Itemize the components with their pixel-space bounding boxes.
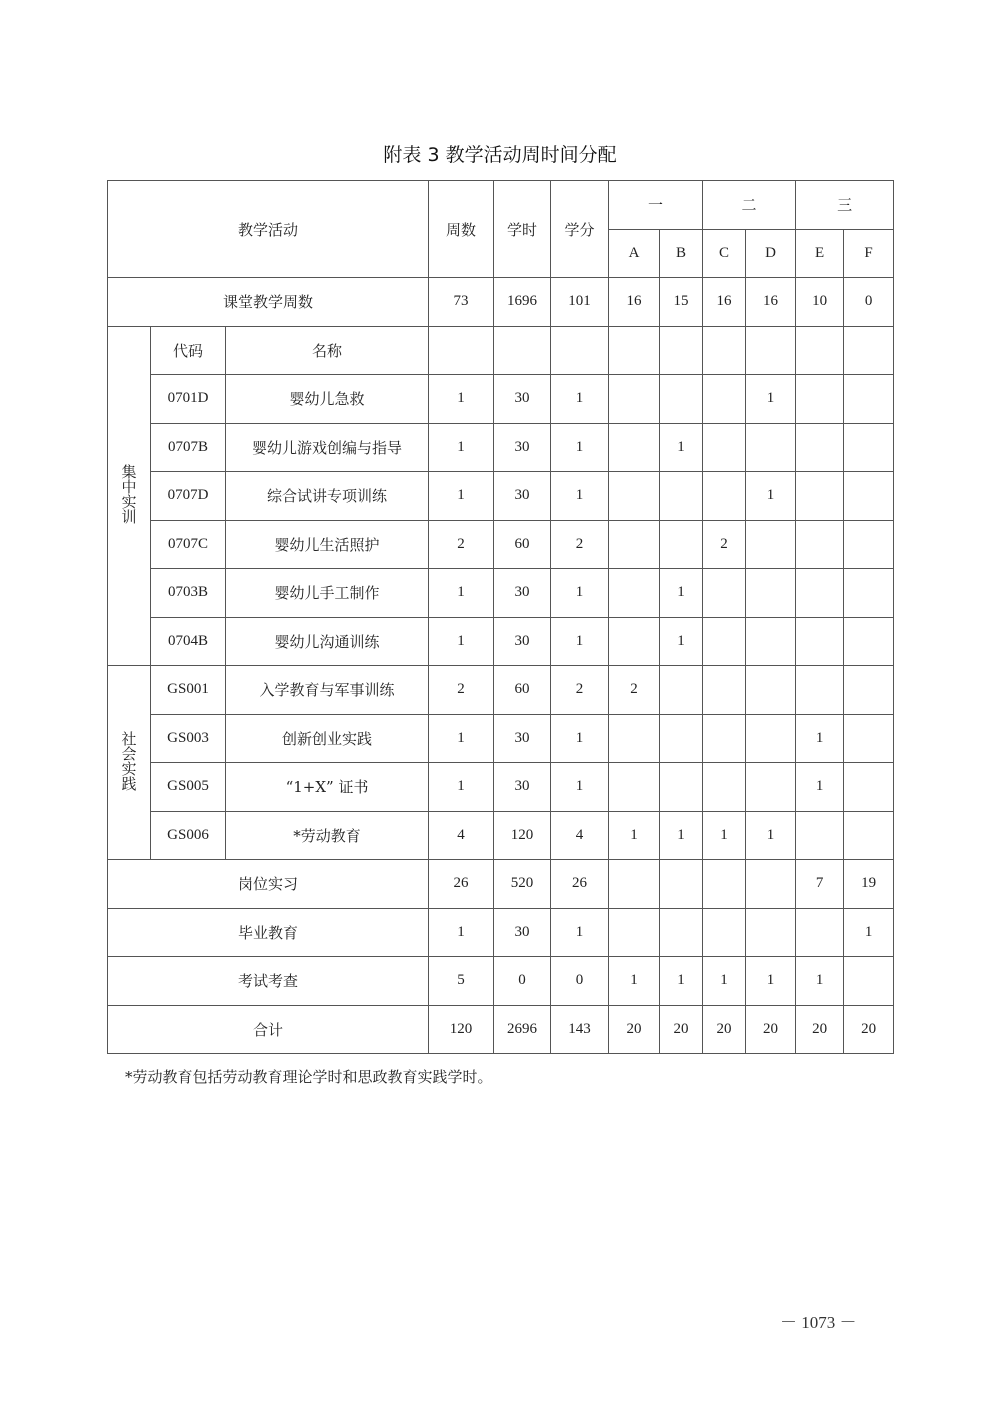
credits-cell: 1 (551, 569, 609, 618)
term-cell: 1 (796, 714, 844, 763)
credits-cell: 1 (551, 714, 609, 763)
term-cell: 19 (844, 860, 894, 909)
term-cell (703, 375, 746, 424)
classroom-hours: 1696 (494, 278, 551, 327)
summary-row (108, 957, 894, 1006)
weeks-cell: 2 (429, 520, 494, 569)
credits-cell: 1 (551, 423, 609, 472)
header-credits: 学分 (551, 181, 609, 278)
group-label-text: 社会实践 (119, 730, 138, 791)
hours-cell: 30 (494, 617, 551, 666)
classroom-row (108, 278, 894, 327)
term-cell: 20 (609, 1005, 660, 1054)
table-row (108, 423, 894, 472)
header-year-3: 三 (796, 181, 894, 230)
term-cell: 1 (796, 957, 844, 1006)
term-cell: 1 (746, 957, 796, 1006)
term-cell (796, 423, 844, 472)
term-cell (746, 569, 796, 618)
course-code: 0707D (151, 472, 226, 521)
summary-label: 合计 (108, 1005, 429, 1054)
term-cell (844, 569, 894, 618)
term-cell: 20 (796, 1005, 844, 1054)
term-cell: 20 (660, 1005, 703, 1054)
classroom-term: 15 (660, 278, 703, 327)
term-cell (703, 714, 746, 763)
term-cell (660, 375, 703, 424)
term-cell (660, 472, 703, 521)
header-year-1: 一 (609, 181, 703, 230)
term-cell (844, 666, 894, 715)
term-cell (746, 520, 796, 569)
term-cell (844, 957, 894, 1006)
term-cell: 1 (703, 811, 746, 860)
classroom-label: 课堂教学周数 (108, 278, 429, 327)
course-code: 0704B (151, 617, 226, 666)
header-year-2: 二 (703, 181, 796, 230)
weeks-cell: 1 (429, 569, 494, 618)
term-cell: 1 (703, 957, 746, 1006)
hours-cell: 120 (494, 811, 551, 860)
credits-cell: 4 (551, 811, 609, 860)
term-cell: 1 (609, 957, 660, 1006)
term-cell (660, 714, 703, 763)
weeks-cell: 2 (429, 666, 494, 715)
header-term-d: D (746, 229, 796, 278)
term-cell (609, 860, 660, 909)
term-cell (796, 811, 844, 860)
term-cell (703, 423, 746, 472)
hours-cell: 30 (494, 763, 551, 812)
credits-cell: 2 (551, 520, 609, 569)
course-code: GS005 (151, 763, 226, 812)
table-row (108, 375, 894, 424)
term-cell (844, 714, 894, 763)
term-cell (844, 423, 894, 472)
weeks-cell: 1 (429, 423, 494, 472)
term-cell (746, 714, 796, 763)
summary-row (108, 860, 894, 909)
term-cell (703, 763, 746, 812)
group-label (108, 666, 151, 860)
term-cell: 1 (746, 811, 796, 860)
header-weeks: 周数 (429, 181, 494, 278)
term-cell (746, 860, 796, 909)
credits-cell: 1 (551, 472, 609, 521)
term-cell: 1 (660, 617, 703, 666)
course-name: 婴幼儿手工制作 (226, 569, 429, 618)
term-cell (609, 617, 660, 666)
summary-label: 毕业教育 (108, 908, 429, 957)
course-name: 婴幼儿游戏创编与指导 (226, 423, 429, 472)
hours-cell: 30 (494, 908, 551, 957)
term-cell: 1 (660, 569, 703, 618)
term-cell (703, 666, 746, 715)
classroom-weeks: 73 (429, 278, 494, 327)
course-code: 0707B (151, 423, 226, 472)
term-cell (660, 908, 703, 957)
table-row (108, 617, 894, 666)
term-cell (796, 375, 844, 424)
credits-cell: 2 (551, 666, 609, 715)
term-cell (796, 908, 844, 957)
header-term-f: F (844, 229, 894, 278)
header-activity: 教学活动 (108, 181, 429, 278)
course-name: 创新创业实践 (226, 714, 429, 763)
course-code: 0703B (151, 569, 226, 618)
term-cell: 7 (796, 860, 844, 909)
summary-label: 岗位实习 (108, 860, 429, 909)
term-cell (746, 666, 796, 715)
summary-label: 考试考查 (108, 957, 429, 1006)
term-cell (796, 666, 844, 715)
credits-cell: 0 (551, 957, 609, 1006)
term-cell (844, 763, 894, 812)
term-cell: 1 (660, 423, 703, 472)
hours-cell: 520 (494, 860, 551, 909)
course-code: GS003 (151, 714, 226, 763)
term-cell (746, 763, 796, 812)
page-number: － 1073 － (780, 1313, 857, 1332)
weeks-cell: 26 (429, 860, 494, 909)
table-title: 附表 3 教学活动周时间分配 (383, 144, 617, 166)
header-term-b: B (660, 229, 703, 278)
teaching-schedule-table (107, 180, 894, 1054)
term-cell (609, 569, 660, 618)
table-row (108, 714, 894, 763)
summary-row (108, 908, 894, 957)
weeks-cell: 120 (429, 1005, 494, 1054)
weeks-cell: 1 (429, 375, 494, 424)
classroom-term: 16 (609, 278, 660, 327)
subheader-name: 名称 (226, 326, 429, 375)
weeks-cell: 1 (429, 714, 494, 763)
term-cell (844, 375, 894, 424)
term-cell: 20 (844, 1005, 894, 1054)
term-cell (609, 423, 660, 472)
term-cell (660, 520, 703, 569)
term-cell: 1 (660, 957, 703, 1006)
hours-cell: 30 (494, 423, 551, 472)
course-code: 0701D (151, 375, 226, 424)
term-cell (844, 520, 894, 569)
term-cell (703, 908, 746, 957)
credits-cell: 1 (551, 617, 609, 666)
term-cell (746, 423, 796, 472)
weeks-cell: 4 (429, 811, 494, 860)
header-term-e: E (796, 229, 844, 278)
term-cell (660, 860, 703, 909)
table-row (108, 763, 894, 812)
term-cell: 1 (796, 763, 844, 812)
term-cell (609, 520, 660, 569)
course-code: 0707C (151, 520, 226, 569)
weeks-cell: 1 (429, 763, 494, 812)
hours-cell: 0 (494, 957, 551, 1006)
header-term-a: A (609, 229, 660, 278)
credits-cell: 143 (551, 1005, 609, 1054)
hours-cell: 2696 (494, 1005, 551, 1054)
term-cell (796, 520, 844, 569)
subheader-code: 代码 (151, 326, 226, 375)
classroom-term: 16 (703, 278, 746, 327)
term-cell (796, 617, 844, 666)
header-hours: 学时 (494, 181, 551, 278)
footnote: *劳动教育包括劳动教育理论学时和思政教育实践学时。 (125, 1068, 493, 1086)
credits-cell: 1 (551, 375, 609, 424)
term-cell (703, 617, 746, 666)
credits-cell: 1 (551, 763, 609, 812)
group-label (108, 326, 151, 666)
term-cell: 20 (746, 1005, 796, 1054)
term-cell (703, 860, 746, 909)
term-cell: 1 (609, 811, 660, 860)
term-cell (703, 472, 746, 521)
classroom-term: 16 (746, 278, 796, 327)
classroom-term: 10 (796, 278, 844, 327)
classroom-term: 0 (844, 278, 894, 327)
term-cell (844, 472, 894, 521)
term-cell (844, 811, 894, 860)
summary-row (108, 1005, 894, 1054)
term-cell (844, 617, 894, 666)
credits-cell: 26 (551, 860, 609, 909)
term-cell (746, 617, 796, 666)
term-cell (703, 569, 746, 618)
term-cell: 2 (703, 520, 746, 569)
term-cell (609, 375, 660, 424)
course-name: 婴幼儿急救 (226, 375, 429, 424)
course-name: 婴幼儿生活照护 (226, 520, 429, 569)
term-cell (660, 763, 703, 812)
course-code: GS001 (151, 666, 226, 715)
table-row (108, 666, 894, 715)
term-cell: 1 (660, 811, 703, 860)
hours-cell: 30 (494, 569, 551, 618)
weeks-cell: 1 (429, 908, 494, 957)
table-row (108, 569, 894, 618)
term-cell (660, 666, 703, 715)
term-cell (609, 763, 660, 812)
table-row (108, 520, 894, 569)
course-name: “1+X” 证书 (226, 763, 429, 812)
term-cell: 1 (746, 375, 796, 424)
term-cell (796, 472, 844, 521)
term-cell (796, 569, 844, 618)
group-label-text: 集中实训 (119, 463, 138, 524)
weeks-cell: 1 (429, 472, 494, 521)
hours-cell: 30 (494, 714, 551, 763)
header-term-c: C (703, 229, 746, 278)
course-code: GS006 (151, 811, 226, 860)
term-cell (746, 908, 796, 957)
term-cell (609, 714, 660, 763)
weeks-cell: 1 (429, 617, 494, 666)
term-cell (609, 908, 660, 957)
course-name: *劳动教育 (226, 811, 429, 860)
table-row (108, 472, 894, 521)
term-cell (609, 472, 660, 521)
course-name: 婴幼儿沟通训练 (226, 617, 429, 666)
hours-cell: 30 (494, 375, 551, 424)
credits-cell: 1 (551, 908, 609, 957)
hours-cell: 60 (494, 666, 551, 715)
term-cell: 2 (609, 666, 660, 715)
term-cell: 1 (844, 908, 894, 957)
term-cell: 1 (746, 472, 796, 521)
course-name: 综合试讲专项训练 (226, 472, 429, 521)
classroom-credits: 101 (551, 278, 609, 327)
table-row (108, 811, 894, 860)
hours-cell: 30 (494, 472, 551, 521)
course-name: 入学教育与军事训练 (226, 666, 429, 715)
hours-cell: 60 (494, 520, 551, 569)
weeks-cell: 5 (429, 957, 494, 1006)
term-cell: 20 (703, 1005, 746, 1054)
